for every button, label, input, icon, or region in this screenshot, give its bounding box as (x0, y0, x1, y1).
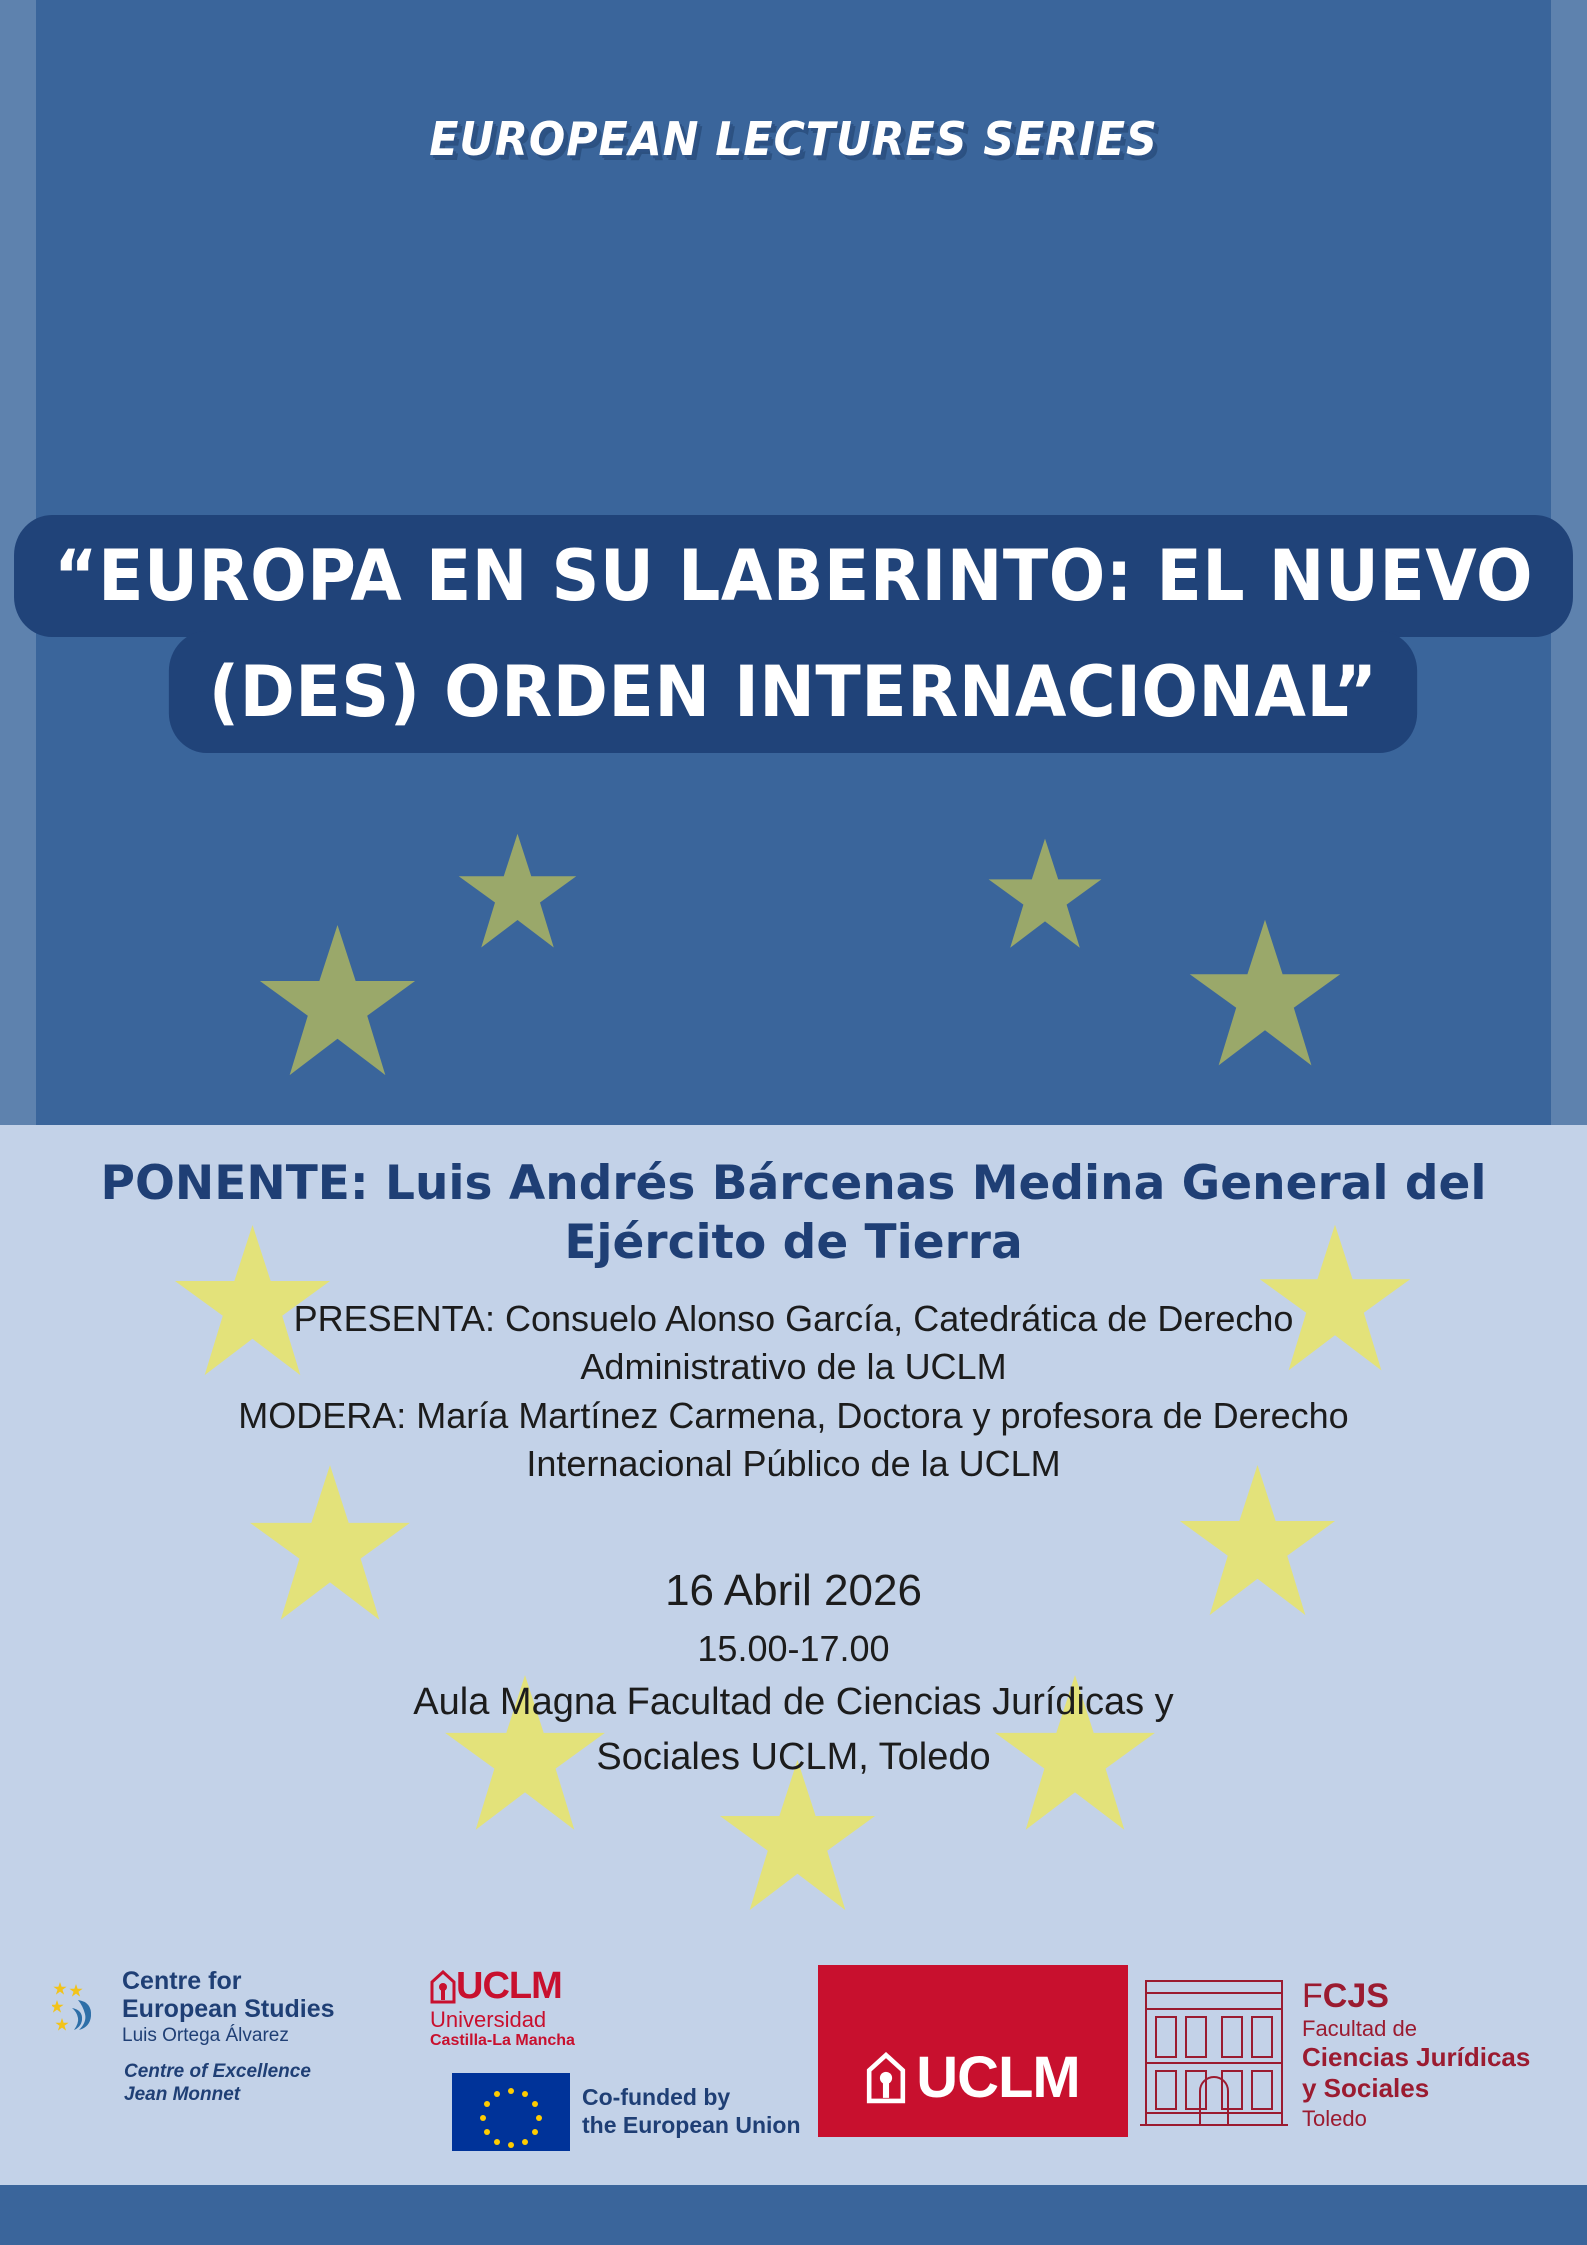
logo-uclm-box (818, 1965, 1128, 2137)
logo-centre-for-european-studies (52, 1967, 402, 2107)
eu-stars-icon (52, 1976, 114, 2038)
event-details (60, 1559, 1527, 1785)
ces-line-3: Luis Ortega Álvarez (122, 2025, 289, 2046)
event-venue-line-2: Sociales UCLM, Toledo (596, 1735, 991, 1778)
presenta-line-1: PRESENTA: Consuelo Alonso García, Catedrática de Derecho (293, 1297, 1294, 1339)
speaker-name: PONENTE: Luis Andrés Bárcenas Medina (100, 1156, 1166, 1211)
fcjs-line-3b: y Sociales (1302, 2073, 1430, 2104)
ces-line-1: Centre for (122, 1967, 242, 1995)
event-venue-line-1: Aula Magna Facultad de Ciencias Jurídicas y (413, 1680, 1174, 1723)
event-time: 15.00-17.00 (697, 1627, 890, 1669)
main-text-block (60, 1155, 1527, 1785)
uclm-universidad-sub1: Universidad (430, 2007, 547, 2032)
modera-line-1: MODERA: María Martínez Carmena, Doctora y profesora de Derecho (238, 1394, 1349, 1436)
logo-row (0, 1955, 1587, 2170)
fcjs-acronym-cjs: CJS (1322, 1977, 1389, 2015)
title-line-2: (DES) ORDEN INTERNACIONAL” (169, 631, 1418, 753)
eu-flag-icon (452, 2073, 570, 2151)
logo-fcjs (1140, 1963, 1530, 2133)
event-date: 16 Abril 2026 (665, 1565, 922, 1615)
ces-line-5: Jean Monnet (124, 2083, 241, 2105)
decorative-star (1185, 915, 1345, 1075)
faculty-building-icon (1140, 1963, 1288, 2133)
presenta-line-2: Administrativo de la UCLM (580, 1346, 1007, 1388)
fcjs-line-2: Facultad de (1302, 2016, 1417, 2041)
credits-block (60, 1295, 1527, 1489)
speaker-block (60, 1155, 1527, 1273)
fcjs-line-3a: Ciencias Jurídicas (1302, 2042, 1531, 2072)
series-title: EUROPEAN LECTURES SERIES (429, 112, 1158, 166)
uclm-mark-icon (430, 1970, 456, 2004)
logo-eu-cofunded (452, 2073, 801, 2151)
title-line-1: “EUROPA EN SU LABERINTO: EL NUEVO (14, 515, 1573, 637)
fcjs-line-4: Toledo (1302, 2106, 1367, 2132)
decorative-star (455, 830, 580, 955)
uclm-universidad-word: UCLM (456, 1965, 562, 2007)
fcjs-acronym-f: F (1302, 1977, 1323, 2015)
uclm-box-mark-icon (866, 2052, 906, 2104)
title-bubble (0, 515, 1587, 753)
eu-line-2: the European Union (582, 2112, 801, 2138)
ces-line-4: Centre of Excellence (124, 2061, 311, 2082)
uclm-universidad-sub2: Castilla-La Mancha (430, 2032, 575, 2050)
decorative-star (255, 920, 420, 1085)
decorative-star (985, 835, 1105, 955)
logo-uclm-universidad (430, 1965, 610, 2050)
modera-line-2: Internacional Público de la UCLM (526, 1443, 1061, 1485)
speaker-role: General del Ejército de Tierra (564, 1156, 1487, 1270)
footer-bar (0, 2185, 1587, 2245)
eu-line-1: Co-funded by (582, 2084, 731, 2111)
uclm-box-word: UCLM (916, 2045, 1080, 2110)
ces-line-2: European Studies (122, 1995, 335, 2023)
